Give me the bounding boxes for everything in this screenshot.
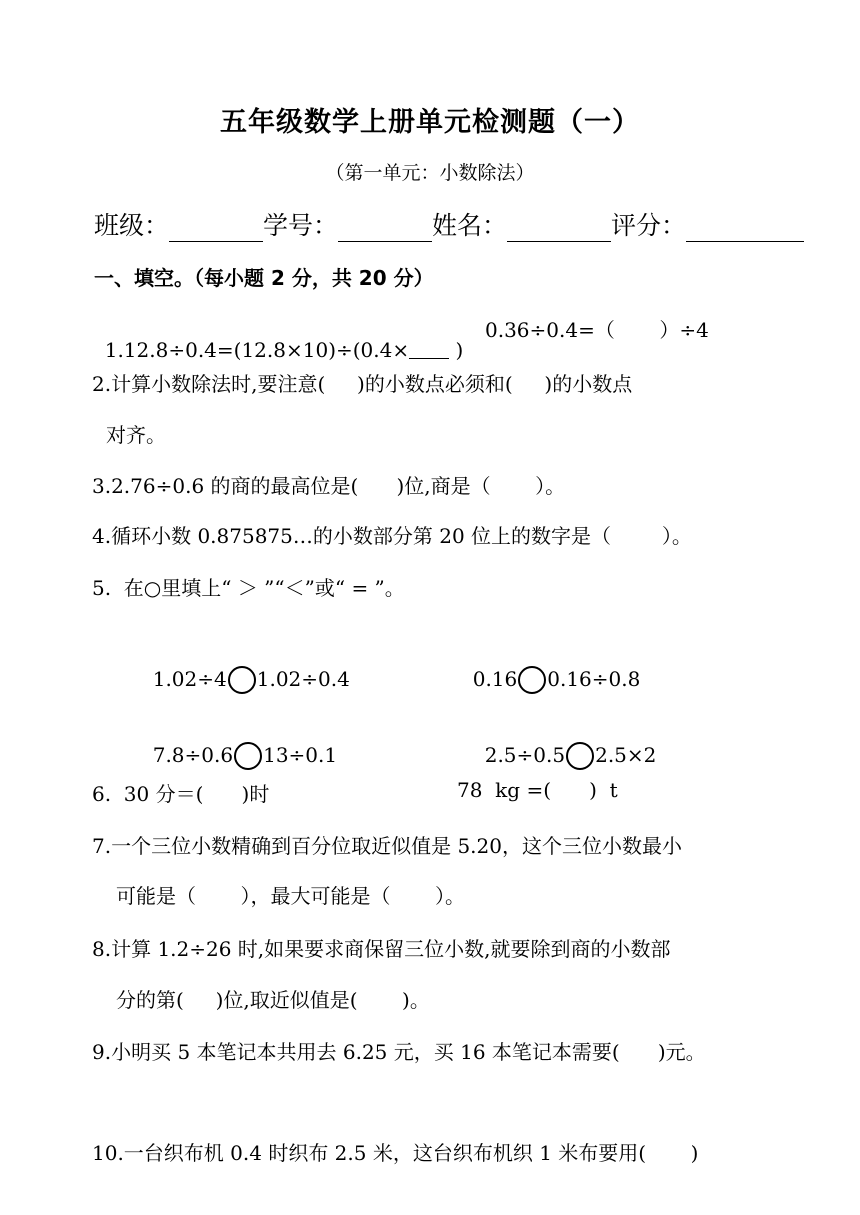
compare-right: 1.02÷0.4: [256, 667, 350, 691]
q1-text: 1.12.8÷0.4=(12.8×10)÷(0.4×: [104, 338, 410, 362]
compare-left: 7.8÷0.6: [152, 743, 234, 767]
question-2-line-1: 2.计算小数除法时,要注意( )的小数点必须和( )的小数点: [92, 372, 633, 396]
class-label: 班级：: [94, 211, 170, 240]
number-blank[interactable]: [338, 215, 432, 242]
score-blank[interactable]: [686, 215, 804, 242]
compare-item: [140, 642, 350, 694]
q1-blank[interactable]: [409, 340, 449, 359]
question-4: 4.循环小数 0.875875…的小数部分第 20 位上的数字是（ ）。: [92, 524, 692, 548]
compare-circle[interactable]: [518, 666, 546, 694]
question-3: 3.2.76÷0.6 的商的最高位是( )位,商是（ ）。: [92, 474, 566, 498]
question-8-line-2: 分的第( )位,取近似值是( )。: [116, 988, 430, 1012]
compare-item: [140, 718, 337, 770]
question-2-line-2: 对齐。: [106, 423, 166, 447]
q1-close: ): [449, 338, 464, 362]
compare-right: 13÷0.1: [263, 743, 338, 767]
compare-circle[interactable]: [228, 666, 256, 694]
page-subtitle: （第一单元：小数除法）: [325, 162, 535, 184]
question-1-part-a: [92, 314, 463, 362]
question-9: 9.小明买 5 本笔记本共用去 6.25 元，买 16 本笔记本需要( )元。: [92, 1040, 706, 1064]
compare-circle[interactable]: [234, 742, 262, 770]
compare-item: [460, 642, 640, 694]
compare-left: 0.16: [472, 667, 518, 691]
compare-right: 0.16÷0.8: [547, 667, 641, 691]
compare-item: [472, 718, 656, 770]
question-7-line-1: 7.一个三位小数精确到百分位取近似值是 5.20，这个三位小数最小: [92, 834, 682, 858]
number-label: 学号：: [263, 211, 339, 240]
page-title: 五年级数学上册单元检测题（一）: [220, 107, 640, 138]
question-7-line-2: 可能是（ ），最大可能是（ ）。: [116, 884, 466, 908]
question-8-line-1: 8.计算 1.2÷26 时,如果要求商保留三位小数,就要除到商的小数部: [92, 937, 671, 961]
section-heading: 一、填空。（每小题 2 分，共 20 分）: [94, 266, 434, 290]
name-label: 姓名：: [432, 211, 508, 240]
compare-left: 2.5÷0.5: [484, 743, 566, 767]
question-6-part-a: 6. 30 分＝( )时: [92, 782, 270, 806]
question-5: 5. 在○里填上“ ＞ ”“＜”或“ = ”。: [92, 576, 405, 600]
student-info-row: [94, 206, 804, 242]
question-10: 10.一台织布机 0.4 时织布 2.5 米，这台织布机织 1 米布要用( ): [92, 1141, 699, 1165]
compare-circle[interactable]: [566, 742, 594, 770]
class-blank[interactable]: [169, 215, 263, 242]
name-blank[interactable]: [507, 215, 611, 242]
question-1-part-b: 0.36÷0.4=（ ）÷4: [485, 318, 709, 342]
score-label: 评分：: [611, 211, 687, 240]
compare-right: 2.5×2: [595, 743, 657, 767]
question-6-part-b: 78 kg =( ) t: [457, 778, 618, 802]
compare-left: 1.02÷4: [152, 667, 227, 691]
